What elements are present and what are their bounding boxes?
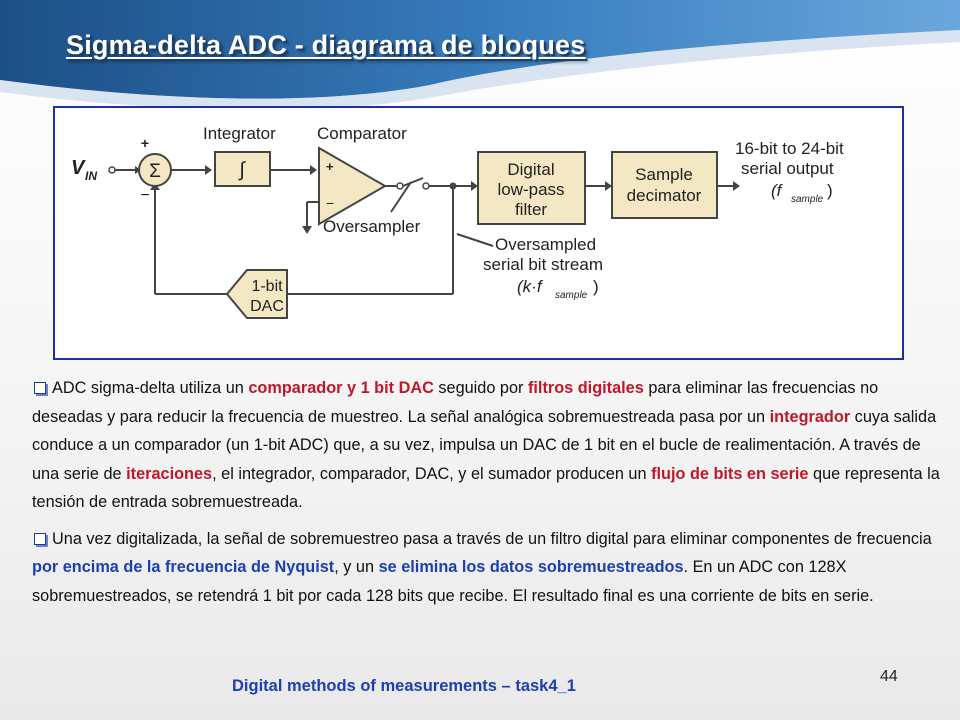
lpf-line3: filter <box>514 200 548 219</box>
stream-subscript: sample <box>555 290 588 301</box>
highlight-red: integrador <box>769 407 851 426</box>
comparator-minus: − <box>326 195 335 211</box>
slide-title: Sigma-delta ADC - diagrama de bloques <box>66 30 586 60</box>
page-number: 44 <box>880 668 898 685</box>
body-text <box>32 374 942 618</box>
vin-label: V <box>71 157 85 179</box>
decimator-line2: decimator <box>626 186 702 205</box>
bullet-box-icon <box>34 382 46 394</box>
dac-line2: DAC <box>250 298 284 315</box>
dac-line1: 1-bit <box>251 278 283 295</box>
decimator-block <box>612 152 717 218</box>
output-line2: serial output <box>741 159 834 178</box>
summer-plus: + <box>140 135 150 151</box>
highlight-red: iteraciones <box>126 464 213 483</box>
decimator-line1: Sample <box>635 165 693 184</box>
text-run: . En un ADC con 128X sobremuestreados, se retendrá 1 bit por cada 128 bits que recibe. El resultado final es una corriente de bits en serie. <box>32 558 874 605</box>
output-close: ) <box>827 181 833 200</box>
paragraph-1 <box>32 374 942 517</box>
stream-close: ) <box>593 277 599 296</box>
integrator-symbol: ∫ <box>239 159 245 181</box>
highlight-red: filtros digitales <box>527 379 644 397</box>
highlight-blue: se elimina los datos sobremuestreados <box>378 558 684 576</box>
integrator-label: Integrator <box>203 124 276 143</box>
block-diagram <box>53 106 904 360</box>
highlight-red: flujo de bits en serie <box>651 464 809 483</box>
text-run: ADC sigma-delta utiliza un <box>52 379 249 397</box>
output-line1: 16-bit to 24-bit <box>735 139 844 158</box>
paragraph-2 <box>32 525 942 611</box>
footer-text: Digital methods of measurements – task4_1 <box>232 677 576 695</box>
comparator-label: Comparator <box>317 124 407 143</box>
lpf-line2: low-pass <box>497 180 565 199</box>
vin-subscript: IN <box>85 169 97 183</box>
paragraph-1-text <box>32 379 940 511</box>
text-run: , y un <box>334 558 379 576</box>
paragraph-2-text <box>32 530 932 605</box>
text-run: seguido por <box>433 379 528 397</box>
text-run: Una vez digitalizada, la señal de sobremuestreo pasa a través de un filtro digital para eliminar componentes de frecuencia <box>52 529 932 548</box>
highlight-red: comparador y 1 bit DAC <box>248 379 434 397</box>
text-run: cuya salida conduce a un comparador (un 1-bit ADC) que, a su vez, impulsa un DAC de 1 bit en el bucle de realimentación. A través de una serie de <box>32 407 937 483</box>
bullet-box-icon <box>34 533 46 545</box>
block-diagram-drawing <box>55 108 906 362</box>
stream-line1: Oversampled <box>495 235 597 254</box>
lpf-line1: Digital <box>507 160 555 179</box>
highlight-blue: por encima de la frecuencia de Nyquist <box>32 558 335 576</box>
output-subscript: sample <box>791 194 824 205</box>
output-line3: (f <box>771 181 782 200</box>
text-run: para eliminar las frecuencias no deseadas y para reducir la frecuencia de muestreo. La señal analógica sobremuestreada pasa por un <box>32 379 879 426</box>
summer-minus: − <box>140 187 150 204</box>
comparator-plus: + <box>326 159 334 174</box>
oversampler-label: Oversampler <box>323 217 421 236</box>
stream-line2: serial bit stream <box>483 255 603 274</box>
text-run: que representa la tensión de entrada sobremuestreada. <box>32 464 940 511</box>
stream-line3: (k·f <box>517 277 542 296</box>
sigma-symbol: Σ <box>149 161 161 182</box>
text-run: , el integrador, comparador, DAC, y el sumador producen un <box>212 464 652 483</box>
